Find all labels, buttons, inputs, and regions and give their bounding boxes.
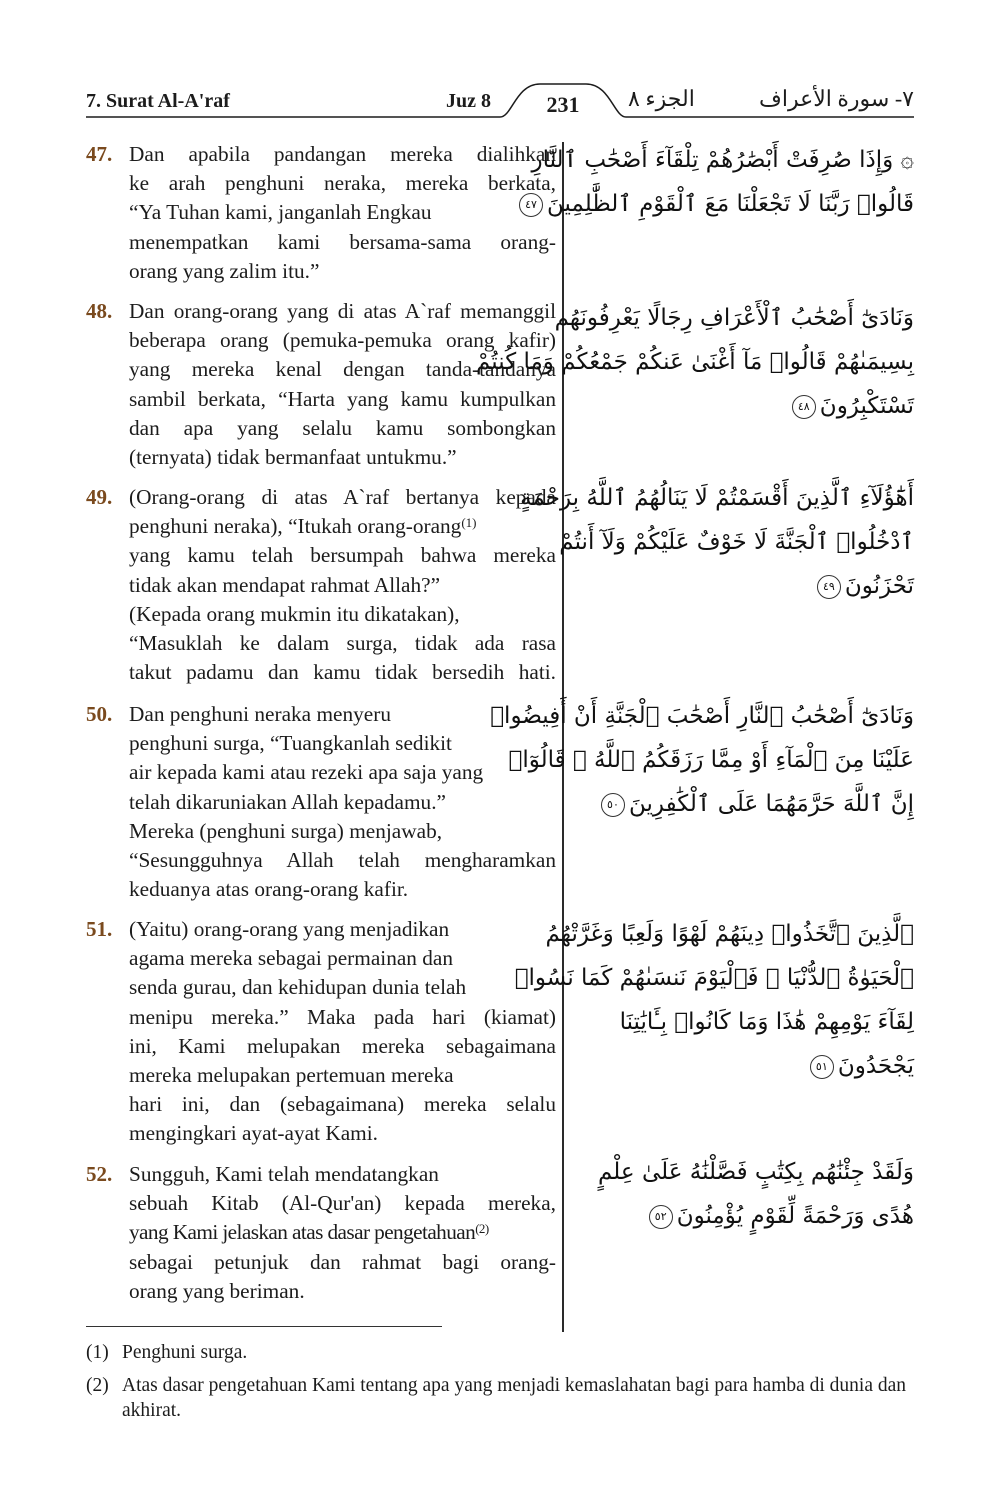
verse-number: 48. (86, 299, 113, 323)
ayah-end-mark: ٤٩ (817, 575, 841, 599)
arabic-line: ٱلْحَيَوٰةُ ٱلدُّنْيَا ۚ فَٱلْيَوْمَ نَنسَىٰهُمْ كَمَا نَسُوا۟ (514, 965, 914, 991)
verse-line: (Yaitu) orang-orang yang menjadikan (129, 917, 450, 941)
verse-number: 51. (86, 917, 113, 941)
arabic-line: ٱدْخُلُوا۟ ٱلْجَنَّةَ لَا خَوْفٌ عَلَيْكُمْ وَلَآ أَنتُمْ (559, 529, 914, 555)
verse-translation-52 (86, 1160, 556, 1306)
arabic-line: هُدًى وَرَحْمَةً لِّقَوْمٍ يُؤْمِنُونَ (676, 1203, 914, 1229)
verse-line: sebagai petunjuk dan rahmat bagi orang- (129, 1249, 556, 1274)
verse-number: 47. (86, 142, 113, 166)
arabic-line: بِسِيمَىٰهُمْ قَالُوا۟ مَآ أَغْنَىٰ عَنكُمْ جَمْعُكُمْ وَمَا كُنتُمْ (476, 349, 914, 375)
verse-translation-48 (86, 297, 556, 472)
verse-arabic-52 (584, 1150, 914, 1238)
verse-line: “Ya Tuhan kami, janganlah Engkau (129, 200, 432, 225)
header-surah-latin: 7. Surat Al-A'raf (86, 90, 230, 112)
verse-arabic-49 (520, 476, 914, 608)
verse-line: menempatkan kami bersama-sama orang- (129, 229, 556, 254)
verse-arabic-47 (525, 138, 914, 226)
verse-arabic-50 (490, 694, 914, 826)
header-juz-arabic: الجزء ٨ (628, 86, 695, 111)
verse-line: air kepada kami atau rezeki apa saja yang (129, 760, 484, 785)
ayah-end-mark: ٥٠ (601, 793, 625, 817)
verse-line: (Kepada orang mukmin itu dikatakan), (129, 601, 460, 626)
ayah-end-mark: ٥٢ (649, 1205, 673, 1229)
verse-line: “Masuklah ke dalam surga, tidak ada rasa (129, 631, 556, 656)
arabic-line: وَنَادَىٰٓ أَصْحَٰبُ ٱلْأَعْرَافِ رِجَالًا يَعْرِفُونَهُم (554, 305, 914, 331)
footnote-ref-2[interactable]: (2) (475, 1221, 489, 1237)
verse-line: beberapa orang (pemuka-pemuka orang kafir) (129, 328, 556, 353)
arabic-line: يَجْحَدُونَ (837, 1053, 914, 1079)
verse-translation-47 (86, 140, 556, 286)
arabic-line: عَلَيْنَا مِنَ ٱلْمَآءِ أَوْ مِمَّا رَزَقَكُمُ ٱللَّهُ ۚ قَالُوٓا۟ (508, 747, 914, 773)
verse-line: agama mereka sebagai permainan dan (129, 946, 454, 971)
verse-line: yang kamu telah bersumpah bahwa mereka (129, 543, 556, 568)
footnote-divider (86, 1326, 442, 1327)
verse-line: Dan orang-orang yang di atas A`raf memanggil (129, 299, 556, 323)
arabic-line: وَلَقَدْ جِئْنَٰهُم بِكِتَٰبٍ فَصَّلْنَٰهُ عَلَىٰ عِلْمٍ (598, 1159, 914, 1185)
verse-line: Mereka (penghuni surga) menjawab, (129, 818, 443, 843)
verse-line: ke arah penghuni neraka, mereka berkata, (129, 171, 556, 196)
footnote-ref-1[interactable]: (1) (461, 515, 477, 531)
arabic-line: تَسْتَكْبِرُونَ (819, 393, 914, 419)
footnote-number: (2) (86, 1375, 109, 1396)
arabic-line: وَنَادَىٰٓ أَصْحَٰبُ ٱلنَّارِ أَصْحَٰبَ ٱلْجَنَّةِ أَنْ أَفِيضُوا۟ (490, 703, 914, 729)
verse-line: Dan penghuni neraka menyeru (129, 702, 391, 726)
header-surah-arabic: ٧- سورة الأعراف (759, 86, 914, 111)
footnote-2 (86, 1373, 916, 1423)
arabic-line: لِقَآءَ يَوْمِهِمْ هَٰذَا وَمَا كَانُوا۟ بِـَٔايَٰتِنَا (619, 1009, 914, 1035)
verse-line: (ternyata) tidak bermanfaat untukmu.” (129, 445, 457, 470)
verse-line: takut padamu dan kamu tidak bersedih hati. (129, 660, 556, 685)
arabic-line: قَالُوا۟ رَبَّنَا لَا تَجْعَلْنَا مَعَ ٱلْقَوْمِ ٱلظَّٰلِمِينَ (547, 191, 914, 217)
arabic-line: إِنَّ ٱللَّهَ حَرَّمَهُمَا عَلَى ٱلْكَٰفِرِينَ (628, 791, 914, 817)
verse-line: telah dikaruniakan Allah kepadamu.” (129, 789, 446, 814)
verse-line: keduanya atas orang-orang kafir. (129, 877, 409, 902)
footnote-1 (86, 1340, 916, 1365)
arabic-line: ۞ وَإِذَا صُرِفَتْ أَبْصَٰرُهُمْ تِلْقَآءَ أَصْحَٰبِ ٱلنَّارِ (531, 147, 914, 173)
verse-line: penghuni neraka), “Itukah orang-orang (129, 514, 462, 539)
verse-line: mengingkari ayat-ayat Kami. (129, 1121, 378, 1146)
verse-line: ini, Kami melupakan mereka sebagaimana (129, 1033, 556, 1058)
verse-line: yang mereka kenal dengan tanda-tandanya (129, 357, 556, 382)
verse-line: hari ini, dan (sebagaimana) mereka selalu (129, 1092, 556, 1117)
verse-arabic-51 (514, 912, 914, 1088)
arabic-line: تَحْزَنُونَ (844, 573, 914, 599)
verse-line: mereka melupakan pertemuan mereka (129, 1063, 454, 1088)
verse-line: orang yang zalim itu.” (129, 258, 320, 283)
verse-number: 52. (86, 1162, 113, 1186)
verse-line: tidak akan mendapat rahmat Allah?” (129, 572, 441, 597)
footnote-text: Penghuni surga. (122, 1342, 248, 1363)
verse-line: orang yang beriman. (129, 1278, 305, 1303)
verse-line: sebuah Kitab (Al-Qur'an) kepada mereka, (129, 1191, 556, 1216)
verse-line: dan apa yang selalu kamu sombongkan (129, 415, 556, 440)
verse-translation-50 (86, 700, 556, 904)
header-juz-latin: Juz 8 (446, 90, 491, 112)
verse-line: sambil berkata, “Harta yang kamu kumpulkan (129, 386, 556, 411)
verse-arabic-48 (476, 296, 914, 428)
footnote-text: Atas dasar pengetahuan Kami tentang apa yang menjadi kemaslahatan bagi para hamba di dunia dan akhirat. (122, 1375, 907, 1421)
ayah-end-mark: ٤٨ (792, 395, 816, 419)
verse-number: 49. (86, 485, 113, 509)
verse-translation-49 (86, 483, 556, 687)
verse-line: senda gurau, dan kehidupan dunia telah (129, 975, 467, 1000)
verse-line: Dan apabila pandangan mereka dialihkan (129, 142, 556, 166)
ayah-end-mark: ٥١ (810, 1055, 834, 1079)
arabic-line: أَهَٰٓؤُلَآءِ ٱلَّذِينَ أَقْسَمْتُمْ لَا يَنَالُهُمُ ٱللَّهُ بِرَحْمَةٍ (520, 485, 914, 511)
page-number: 231 (546, 92, 580, 117)
footnote-number: (1) (86, 1342, 109, 1363)
verse-translation-51 (86, 915, 556, 1149)
verse-number: 50. (86, 702, 113, 726)
verse-line: (Orang-orang di atas A`raf bertanya kepada (129, 485, 556, 509)
ayah-end-mark: ٤٧ (519, 193, 543, 217)
verse-line: Sungguh, Kami telah mendatangkan (129, 1162, 439, 1186)
verse-line: menipu mereka.” Maka pada hari (kiamat) (129, 1004, 556, 1029)
arabic-line: ٱلَّذِينَ ٱتَّخَذُوا۟ دِينَهُمْ لَهْوًا وَلَعِبًا وَغَرَّتْهُمُ (545, 921, 914, 947)
verse-line: penghuni surga, “Tuangkanlah sedikit (129, 731, 452, 756)
verse-line: “Sesungguhnya Allah telah mengharamkan (129, 848, 556, 873)
verse-line: yang Kami jelaskan atas dasar pengetahuan (129, 1220, 476, 1245)
